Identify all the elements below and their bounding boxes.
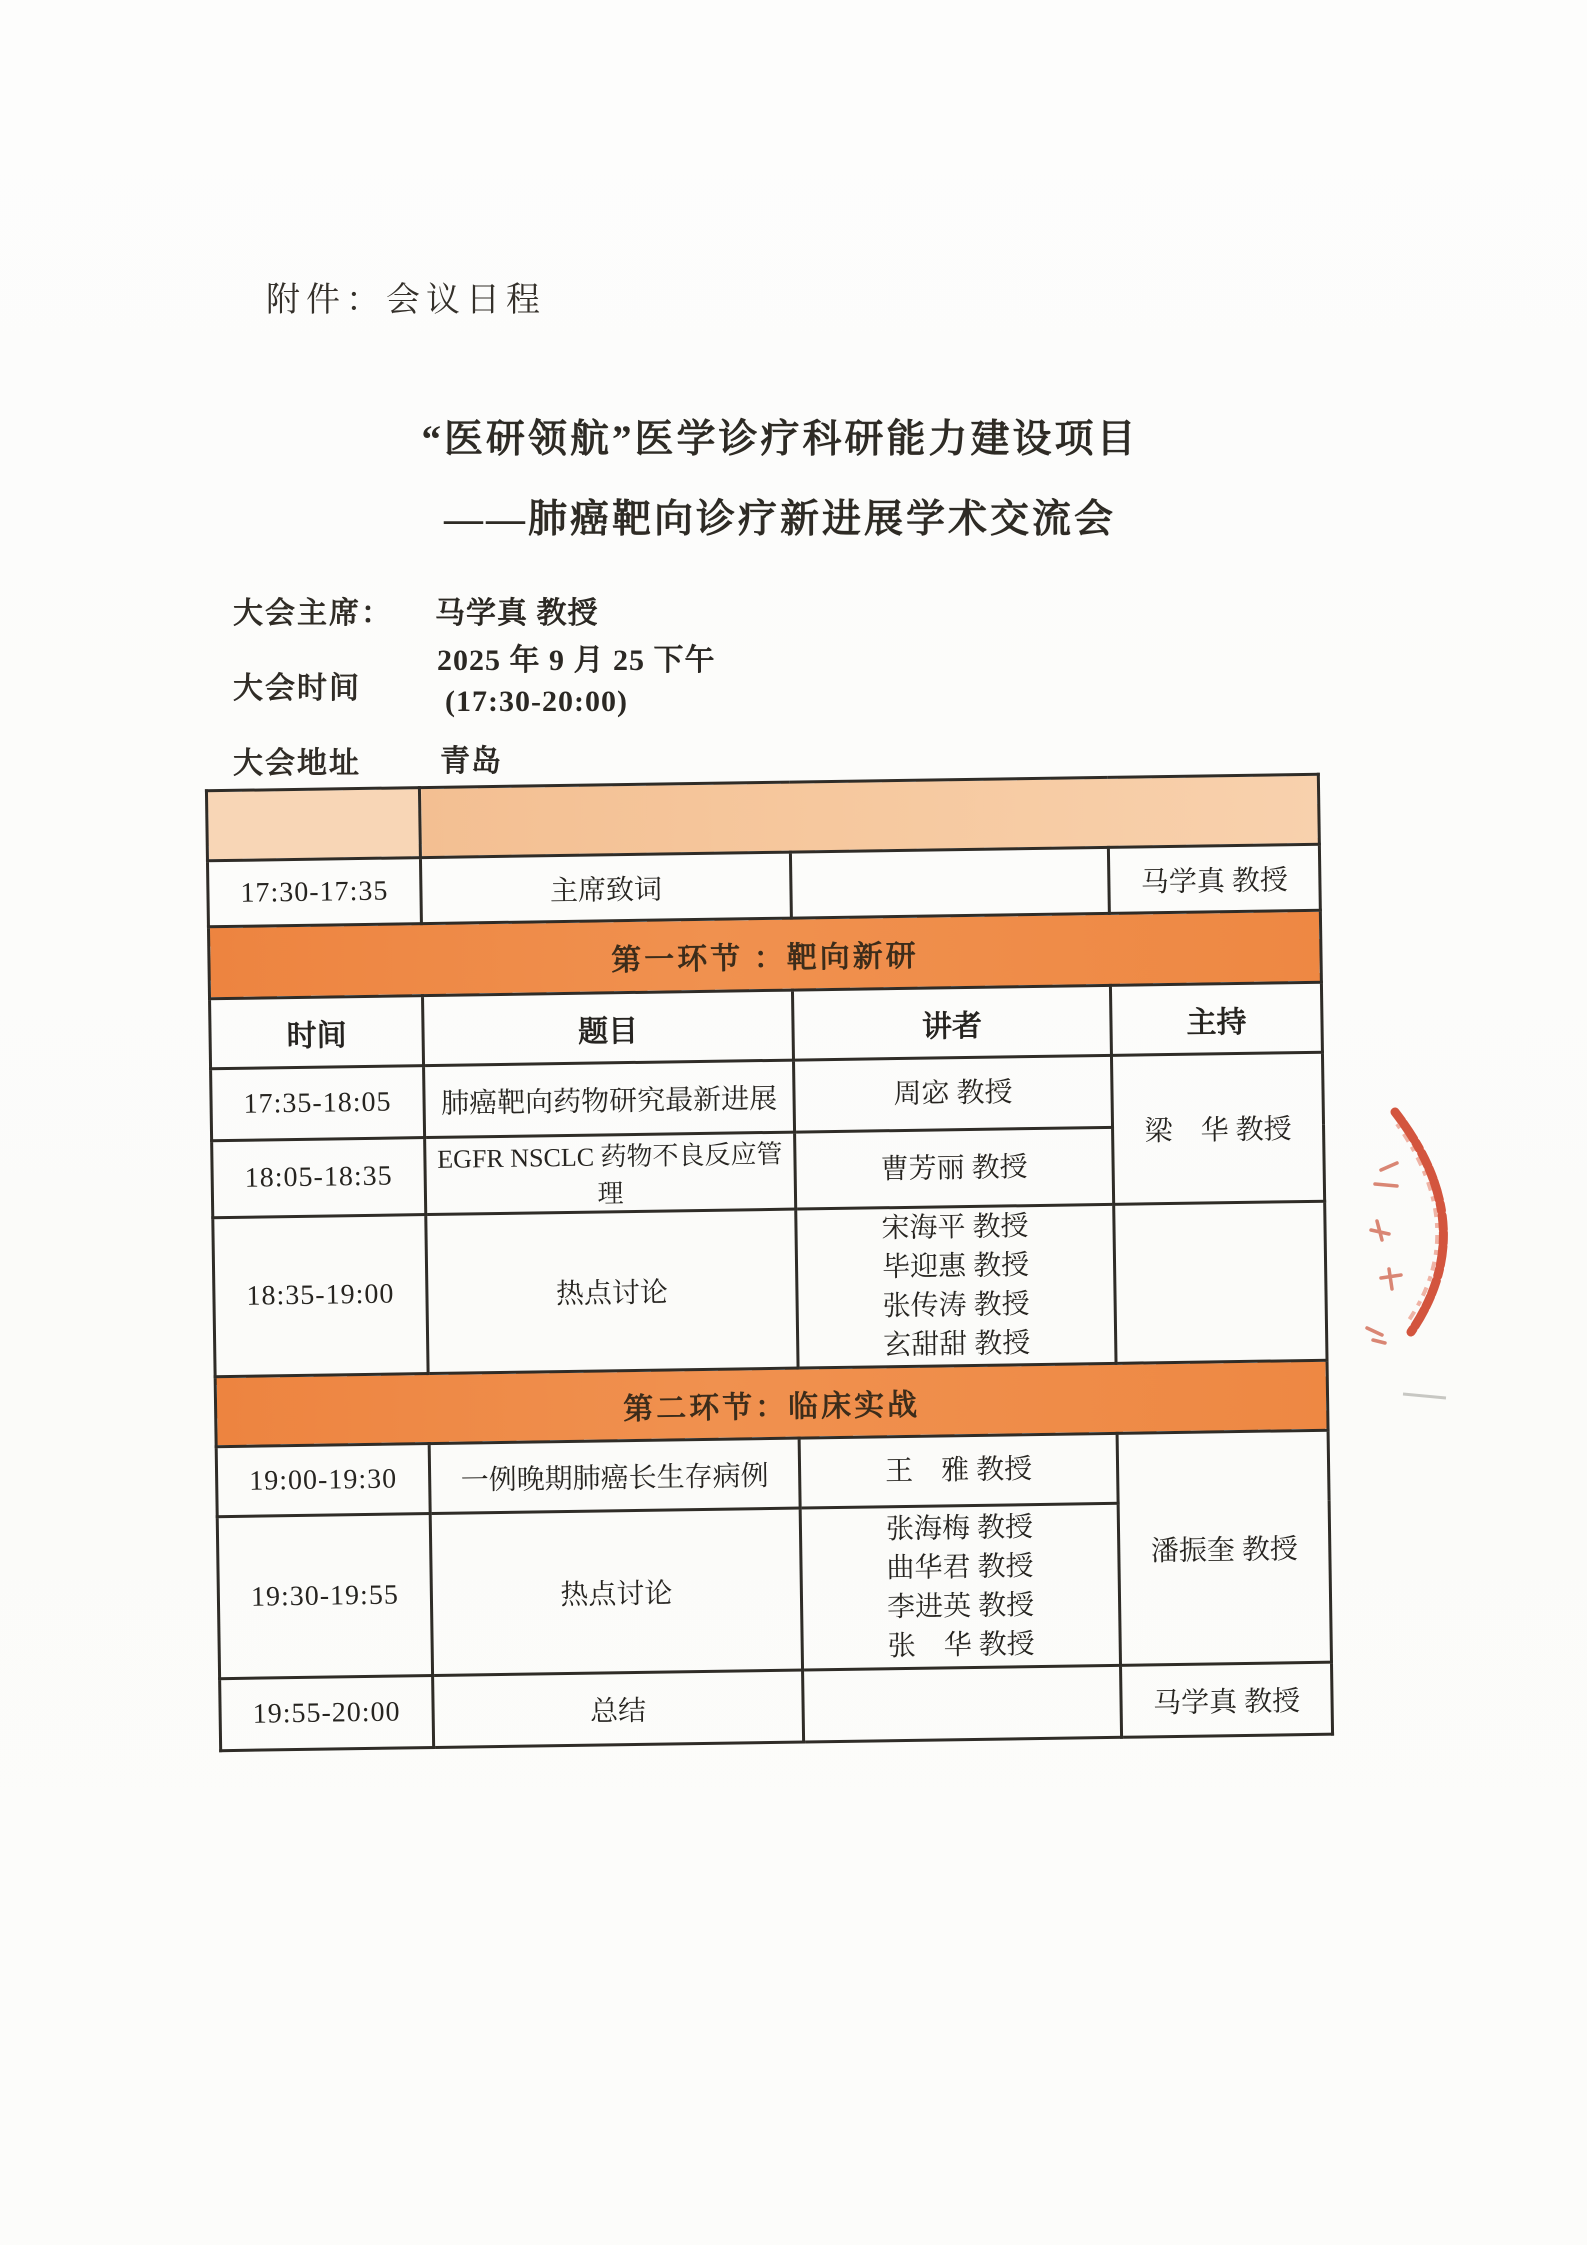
- cell-speaker: 曹芳丽 教授: [795, 1127, 1114, 1209]
- section2-banner: 第二环节：临床实战: [215, 1360, 1328, 1446]
- cell-time: 18:35-19:00: [213, 1215, 428, 1377]
- cell-host-section2: 潘振奎 教授: [1117, 1430, 1331, 1665]
- cell-host-section1: 梁 华 教授: [1111, 1052, 1324, 1204]
- speaker-line: 张 华 教授: [887, 1628, 1035, 1662]
- cell-topic: 热点讨论: [430, 1508, 802, 1675]
- cell-speaker-list: [796, 1204, 1116, 1368]
- time-value-line2: (17:30-20:00): [445, 685, 628, 718]
- speaker-line: 李进英 教授: [886, 1589, 1035, 1623]
- table-row-closing: [220, 1662, 1333, 1750]
- time-label: 大会时间: [233, 672, 361, 705]
- time-value: [437, 640, 716, 722]
- cell-time: 17:35-18:05: [211, 1066, 425, 1141]
- cell-time: 19:00-19:30: [216, 1444, 430, 1517]
- cell-time: 17:30-17:35: [207, 858, 421, 927]
- column-header-speaker: 讲者: [792, 985, 1111, 1060]
- meta-chair-row: [233, 588, 599, 632]
- cell-time: 18:05-18:35: [212, 1138, 426, 1218]
- cell-speaker-list: [800, 1503, 1120, 1670]
- cell-speaker: 王 雅 教授: [799, 1433, 1118, 1508]
- speaker-line: 毕迎惠 教授: [881, 1250, 1030, 1284]
- speaker-line: 宋海平 教授: [881, 1211, 1029, 1245]
- venue-value: 青岛: [440, 745, 502, 778]
- stamp-arc: [1395, 1112, 1443, 1332]
- page-title: “医研领航”医学诊疗科研能力建设项目: [421, 418, 1139, 461]
- agenda-table: [205, 773, 1331, 1752]
- peach-header-cell-right: [419, 774, 1319, 857]
- cell-topic: 主席致词: [420, 852, 791, 923]
- cell-time: 19:55-20:00: [220, 1676, 434, 1751]
- time-value-line1: 2025 年 9 月 25 下午: [437, 644, 716, 677]
- cell-host: 马学真 教授: [1108, 844, 1320, 913]
- section1-banner: 第一环节 ：靶向新研: [208, 910, 1321, 998]
- venue-label: 大会地址: [233, 747, 361, 780]
- chair-label: 大会主席：: [233, 597, 393, 630]
- page-subtitle: ——肺癌靶向诊疗新进展学术交流会: [443, 498, 1116, 541]
- pencil-mark: [1403, 1394, 1446, 1398]
- stamp-character-fragments: [1367, 1163, 1401, 1343]
- chair-value: 马学真 教授: [435, 597, 599, 630]
- cell-speaker: 周宓 教授: [794, 1055, 1113, 1132]
- cell-topic: 总结: [433, 1670, 804, 1747]
- speaker-line: 玄甜甜 教授: [883, 1328, 1031, 1362]
- cell-speaker: [790, 847, 1109, 918]
- cell-topic: 热点讨论: [426, 1209, 798, 1373]
- speaker-line: 曲华君 教授: [886, 1550, 1034, 1584]
- table-row-s1r1: [211, 1052, 1324, 1140]
- column-header-time: 时间: [210, 996, 424, 1069]
- column-header-topic: 题目: [423, 990, 794, 1065]
- cell-speaker: [803, 1665, 1122, 1742]
- speaker-line: 张传涛 教授: [882, 1289, 1030, 1323]
- column-header-host: 主持: [1110, 982, 1322, 1055]
- cell-host: 马学真 教授: [1121, 1662, 1333, 1737]
- cell-host: [1114, 1201, 1327, 1363]
- cell-topic: 肺癌靶向药物研究最新进展: [424, 1060, 795, 1137]
- attachment-note: 附件：会议日程: [266, 282, 546, 319]
- cell-topic: EGFR NSCLC 药物不良反应管理: [425, 1132, 796, 1214]
- table-row-s1r3: [213, 1201, 1327, 1376]
- cell-topic: 一例晚期肺癌长生存病例: [429, 1438, 800, 1513]
- peach-header-cell-left: [206, 788, 420, 861]
- red-stamp-partial-arc: [1325, 1058, 1495, 1418]
- speaker-line: 张海梅 教授: [885, 1511, 1034, 1545]
- cell-time: 19:30-19:55: [217, 1514, 432, 1679]
